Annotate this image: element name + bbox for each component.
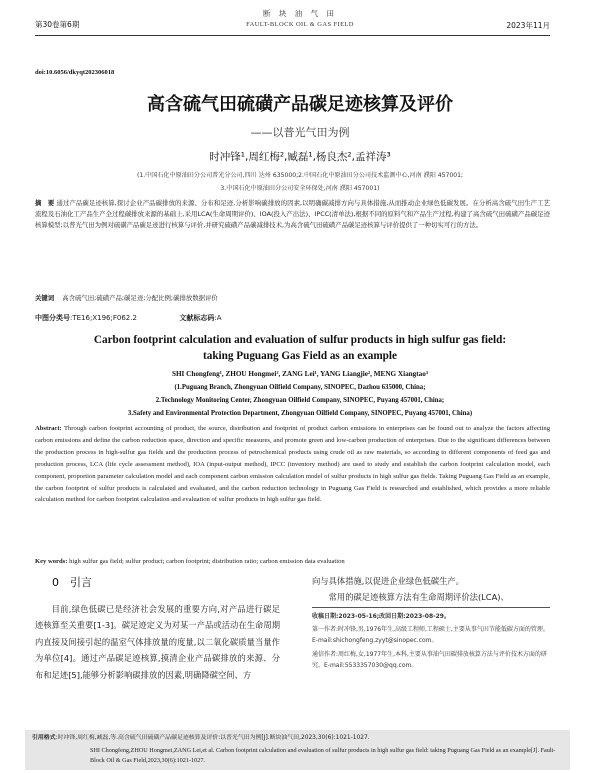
citation-cn: [32, 734, 567, 744]
affiliation-en-3: 3.Safety and Environmental Protection Department, Zhongyuan Oilfield Company, SINOPEC, Puyang 457001, China): [127, 410, 473, 417]
intro-right-column-line-1: 向与具体措施,以促进企业绿色低碳生产。: [312, 576, 464, 586]
authors-en: SHI Chongfeng¹, ZHOU Hongmei², ZANG Lei¹, YANG Liangjie², MENG Xiangtao³: [171, 370, 429, 378]
clc-value: :TE16;X196;F062.2: [70, 314, 137, 322]
first-author-note: 第一作者:时冲锋,男,1976年生,高级工程师,工程硕士,主要从事气田节能低碳方面的管理。E-mail:shichongfeng.zyyt@sinopec.com。: [312, 626, 549, 644]
issue-date: 2023年11月: [506, 21, 550, 30]
citation-cn-text: :时冲锋,周红梅,臧磊,等.高含硫气田硫磺产品碳足迹核算及评价:以普光气田为例[J].断块油气田,2023,30(6):1021-1027.: [55, 735, 370, 741]
footnote-rule: [312, 607, 550, 608]
keywords-cn-label: 关键词: [35, 294, 55, 302]
intro-right-column-line-2: 常用的碳足迹核算方法有生命周期评价法(LCA)、: [328, 592, 509, 602]
affiliation-en-1: (1.Puguang Branch, Zhongyuan Oilfield Company, SINOPEC, Dazhou 635000, China;: [174, 384, 426, 391]
header-rule: [35, 35, 550, 36]
keywords-en-label: Key words:: [35, 558, 68, 565]
affiliation-en-2: 2.Technology Monitoring Center, Zhongyuan Oilfield Company, SINOPEC, Puyang 457001, China;: [155, 397, 445, 404]
abstract-en-text: Through carbon footprint accounting of product, the source, distribution and footprint of product carbon emissions in enterprises can be found out to analyze the factors affecting carbon emissions and define the carbon reduction space, direction and specific measures, and promote green and low-carbon production of enterprises. Due to the significant differences between the production process in high-sulfur gas fields and the production process of petrochemical products using crude oil as raw materials, so according to different components of feed gas and production process, LCA (life cycle assessment method), IOA (input-output method), IPCC (inventory method) are used to study and establish the carbon footprint calculation model, each component, proportion parameter calculation model and each component carbon emission calculation model of sulfur products in high sulfur gas fields. Taking Puguang Gas Field as an example, the carbon footprint of sulfur products is calculated and evaluated, and the carbon reduction technology in Puguang Gas Field is researched and established, which provides a more reliable calculation method for carbon footprint calculation and evaluation of sulfur products in high sulfur gas field.: [35, 425, 550, 504]
keywords-cn: [35, 293, 550, 304]
authors-cn: 时冲锋¹,周红梅²,臧磊¹,杨良杰²,孟祥涛³: [209, 151, 391, 163]
abstract-en: [35, 423, 550, 506]
keywords-en-text: high sulfur gas field; sulfur product; carbon footprint; distribution ratio; carbon emission data evaluation: [69, 558, 345, 565]
abstract-cn: [35, 198, 550, 232]
affiliation-cn-2: 3.中国石化中原油田分公司安全环保处,河南 濮阳 457001): [220, 185, 380, 192]
doc-code-label: 文献标志码: [179, 314, 215, 322]
abstract-en-label: Abstract:: [35, 425, 62, 432]
volume-issue: 第30卷第6期: [35, 20, 80, 29]
footnote: [312, 611, 550, 671]
section-heading: 0 引言: [52, 576, 92, 589]
clc-label: 中图分类号: [35, 314, 70, 322]
abstract-cn-label: 摘 要: [35, 199, 55, 207]
classification: [35, 313, 222, 323]
corresponding-author-note: 通信作者:周红梅,女,1977年生,本科,主要从事油气田碳排放核算方法与评价技术方面的研究。E-mail:5533357030@qq.com。: [312, 651, 547, 669]
received-date: 收稿日期:2023-05-16;改回日期:2023-08-29。: [312, 613, 450, 620]
doc-code-value: :A: [214, 314, 222, 322]
journal-name-cn: 断 块 油 气 田: [262, 9, 338, 18]
title-cn: 高含硫气田硫磺产品碳足迹核算及评价: [147, 94, 453, 115]
journal-name-en: FAULT-BLOCK OIL & GAS FIELD: [246, 21, 354, 28]
affiliation-cn-1: (1.中国石化中原油田分公司普光分公司,四川 达州 635000;2.中国石化中原油田分公司技术监测中心,河南 濮阳 457001;: [136, 172, 464, 179]
citation-label: 引用格式: [32, 735, 56, 741]
keywords-en: [35, 556, 550, 568]
intro-left-column: 目前,绿色低碳已是经济社会发展的重要方向,对产品进行碳足迹核算至关重要[1-3]。碳足迹定义为对某一产品或活动在生命周期内直接及间接引起的温室气体排放量的度量,以二氧化碳质量当量作为单位[4]。通过产品碳足迹核算,摸清企业产品碳排放的来源、分布和足迹[5],能够分析影响碳排放的因素,明确降碳空间、方: [35, 604, 280, 680]
title-en-line-1: Carbon footprint calculation and evaluation of sulfur products in high sulfur gas field:: [93, 334, 507, 346]
citation-en: SHI Chongfeng,ZHOU Hongmei,ZANG Lei,et al. Carbon footprint calculation and evaluation of sulfur products in high sulfur gas field: taking Puguang Gas Field as an example[J]. Fault-Block Oil & Gas Field,2023,30(6):1021-1027.: [90, 747, 556, 764]
title-en-line-2: taking Puguang Gas Field as an example: [203, 350, 397, 362]
subtitle-cn: ——以普光气田为例: [250, 126, 350, 139]
abstract-cn-text: 通过产品碳足迹核算,探讨企业产品碳排放的来源、分布和足迹,分析影响碳排放的因素,以明确碳减排方向与具体措施,从而推动企业绿色低碳发展。在分析高含硫气田生产工艺流程及石油化工产品生产全过程碳排放来源的基础上,采用LCA(生命周期评价)、IOA(投入产出法)、IPCC(清单法),根据不同的原料气和产品生产过程,构建了高含硫气田硫磺产品碳足迹核算模型;以普光气田为例对硫磺产品碳足迹进行核算与评价,并研究硫磺产品碳减排技术,为高含硫气田硫磺产品碳足迹核算与评价提供了一种切实可行的方法。: [35, 199, 550, 230]
doi: doi:10.6056/dkyqt202306018: [35, 69, 115, 76]
keywords-cn-text: 高含硫气田;硫磺产品;碳足迹;分配比例;碳排放数据评价: [62, 294, 218, 302]
